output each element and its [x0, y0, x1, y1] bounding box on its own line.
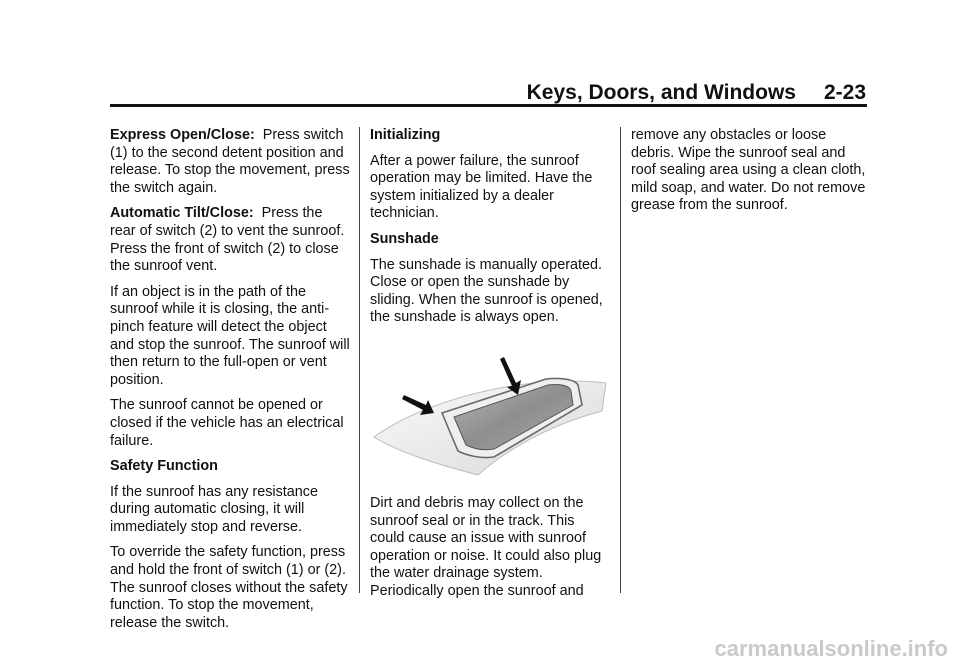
text-express-open: Press switch (1) to the second detent position and release. To stop the movement, press the switch again.: [110, 127, 350, 196]
header-rule: [110, 104, 867, 107]
section-title: Keys, Doors, and Windows: [526, 81, 796, 104]
column-divider-2: [620, 127, 621, 593]
page-header: [527, 81, 866, 105]
term-express-open: Express Open/Close:: [110, 127, 255, 143]
page-number: 2-23: [823, 81, 866, 104]
paragraph-remove-obstacles: remove any obstacles or loose debris. Wipe the sunroof seal and roof sealing area using a clean cloth, mild soap, and water. Do not remove grease from the sunroof.: [631, 127, 866, 214]
heading-initializing: Initializing: [370, 127, 441, 143]
heading-sunshade: Sunshade: [370, 230, 439, 247]
paragraph-anti-pinch: If an object is in the path of the sunroof while it is closing, the anti-pinch feature will detect the object and stop the sunroof. The sunroof will then return to the full-open or vent position.: [110, 283, 350, 388]
column-divider-1: [359, 127, 360, 593]
paragraph-override-safety: To override the safety function, press and hold the front of switch (1) or (2). The sunroof closes without the safety function. To stop the movement, release the switch.: [110, 544, 348, 631]
column-1: [110, 127, 350, 640]
paragraph-automatic-tilt: [110, 205, 350, 275]
text-automatic-tilt: Press the rear of switch (2) to vent the sunroof. Press the front of switch (2) to close the sunroof vent.: [110, 205, 345, 275]
column-2: [370, 127, 610, 609]
paragraph-safety-resistance: If the sunroof has any resistance during automatic closing, it will immediately stop and reverse.: [110, 483, 318, 535]
paragraph-dirt-debris: Dirt and debris may collect on the sunroof seal or in the track. This could cause an issue with sunroof operation or noise. It could also plug the water drainage system. Periodically open the sunroof and: [370, 494, 602, 599]
sunroof-illustration: [370, 355, 610, 477]
term-automatic-tilt: Automatic Tilt/Close:: [110, 205, 254, 222]
paragraph-electrical-failure: The sunroof cannot be opened or closed if the vehicle has an electrical failure.: [110, 397, 344, 449]
heading-safety-function: Safety Function: [110, 458, 218, 475]
paragraph-initializing: After a power failure, the sunroof operation may be limited. Have the system initialized by a dealer technician.: [370, 152, 593, 222]
paragraph-express-open: [110, 127, 350, 197]
paragraph-sunshade: The sunshade is manually operated. Close or open the sunshade by sliding. When the sunroof is opened, the sunshade is always open.: [370, 256, 603, 326]
watermark: carmanualsonline.info: [714, 636, 948, 661]
column-3: [631, 127, 871, 223]
